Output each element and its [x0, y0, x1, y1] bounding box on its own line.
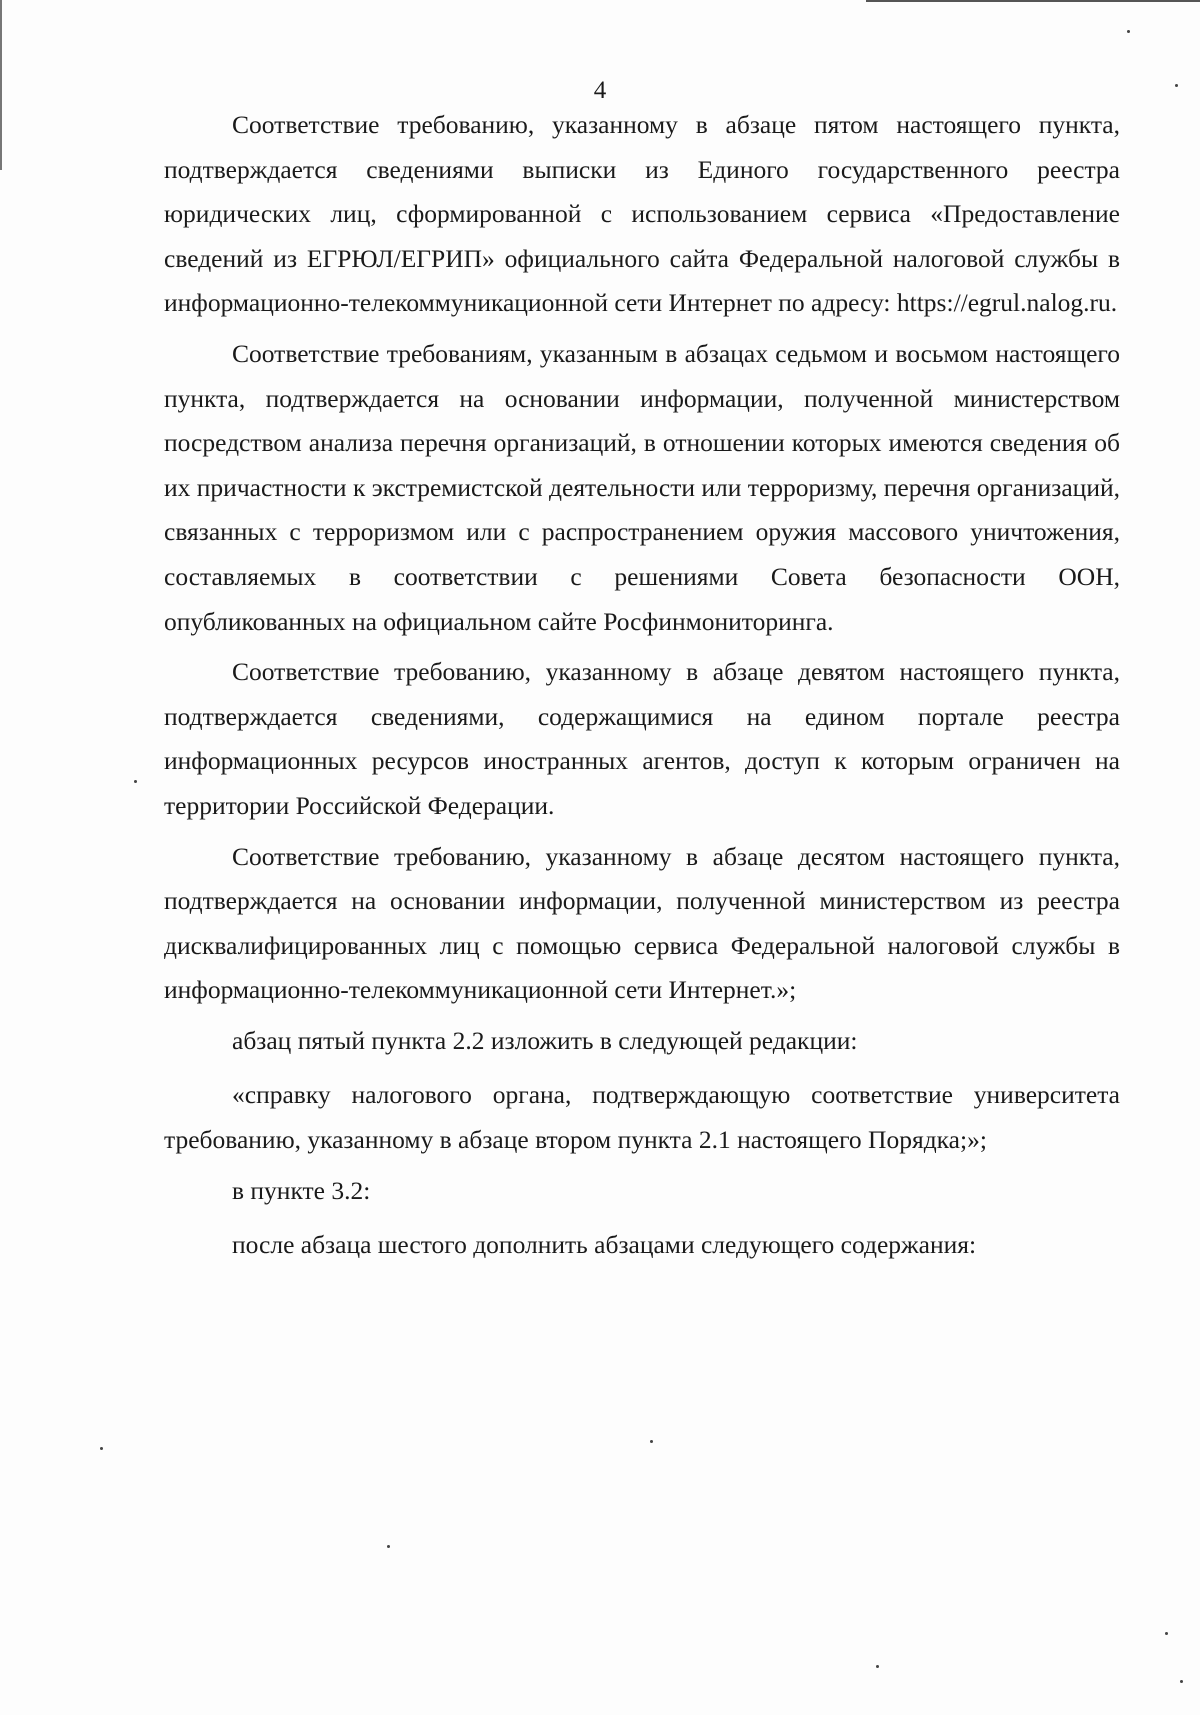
scan-speck	[1165, 1632, 1168, 1635]
scan-speck	[876, 1665, 879, 1668]
page-number: 4	[593, 77, 607, 104]
scan-speck	[650, 1440, 653, 1443]
paragraph-tax-certificate: «справку налогового органа, подтверждающую соответствие университета требованию, указанному в абзаце втором пункта 2.1 настоящего Порядка;»;	[164, 1080, 1120, 1155]
scan-speck	[387, 1545, 390, 1548]
paragraph-foreign-agents: Соответствие требованию, указанному в абзаце девятом настоящего пункта, подтверждается сведениями, содержащимися на едином портале реестра информационных ресурсов иностранных агентов, доступ к которым ограничен на территории Российской Федерации.	[164, 657, 1120, 820]
scan-speck	[1180, 1680, 1183, 1683]
scan-top-rule	[866, 0, 1200, 2]
paragraph-rosfinmonitoring: Соответствие требованиям, указанным в абзацах седьмом и восьмом настоящего пункта, подтверждается на основании информации, полученной министерством посредством анализа перечня организаций, в отношении которых имеются сведения об их причастности к экстремистской деятельности или терроризму, перечня организаций, связанных с терроризмом или с распространением оружия массового уничтожения, составляемых в соответствии с решениями Совета безопасности ООН, опубликованных на официальном сайте Росфинмониторинга.	[164, 338, 1120, 636]
paragraph-disqualified-persons: Соответствие требованию, указанному в абзаце десятом настоящего пункта, подтверждается на основании информации, полученной министерством из реестра дисквалифицированных лиц с помощью сервиса Федеральной налоговой службы в информационно-телекоммуникационной сети Интернет.»;	[164, 841, 1120, 1005]
scan-speck	[1127, 30, 1130, 33]
scan-speck	[100, 1447, 103, 1450]
paragraph-addition-instruction: после абзаца шестого дополнить абзацами следующего содержания:	[232, 1230, 977, 1260]
paragraph-clause-3-2: в пункте 3.2:	[232, 1175, 371, 1205]
paragraph-egrul: Соответствие требованию, указанному в абзаце пятом настоящего пункта, подтверждается сведениями выписки из Единого государственного реестра юридических лиц, сформированной с использованием сервиса «Предоставление сведений из ЕГРЮЛ/ЕГРИП» официального сайта Федеральной налоговой службы в информационно-телекоммуникационной сети Интернет по адресу: https://egrul.nalog.ru.	[164, 110, 1120, 318]
document-body	[164, 103, 1120, 1274]
paragraph-amendment-2-2: абзац пятый пункта 2.2 изложить в следующей редакции:	[232, 1025, 858, 1055]
scan-speck	[134, 780, 137, 783]
